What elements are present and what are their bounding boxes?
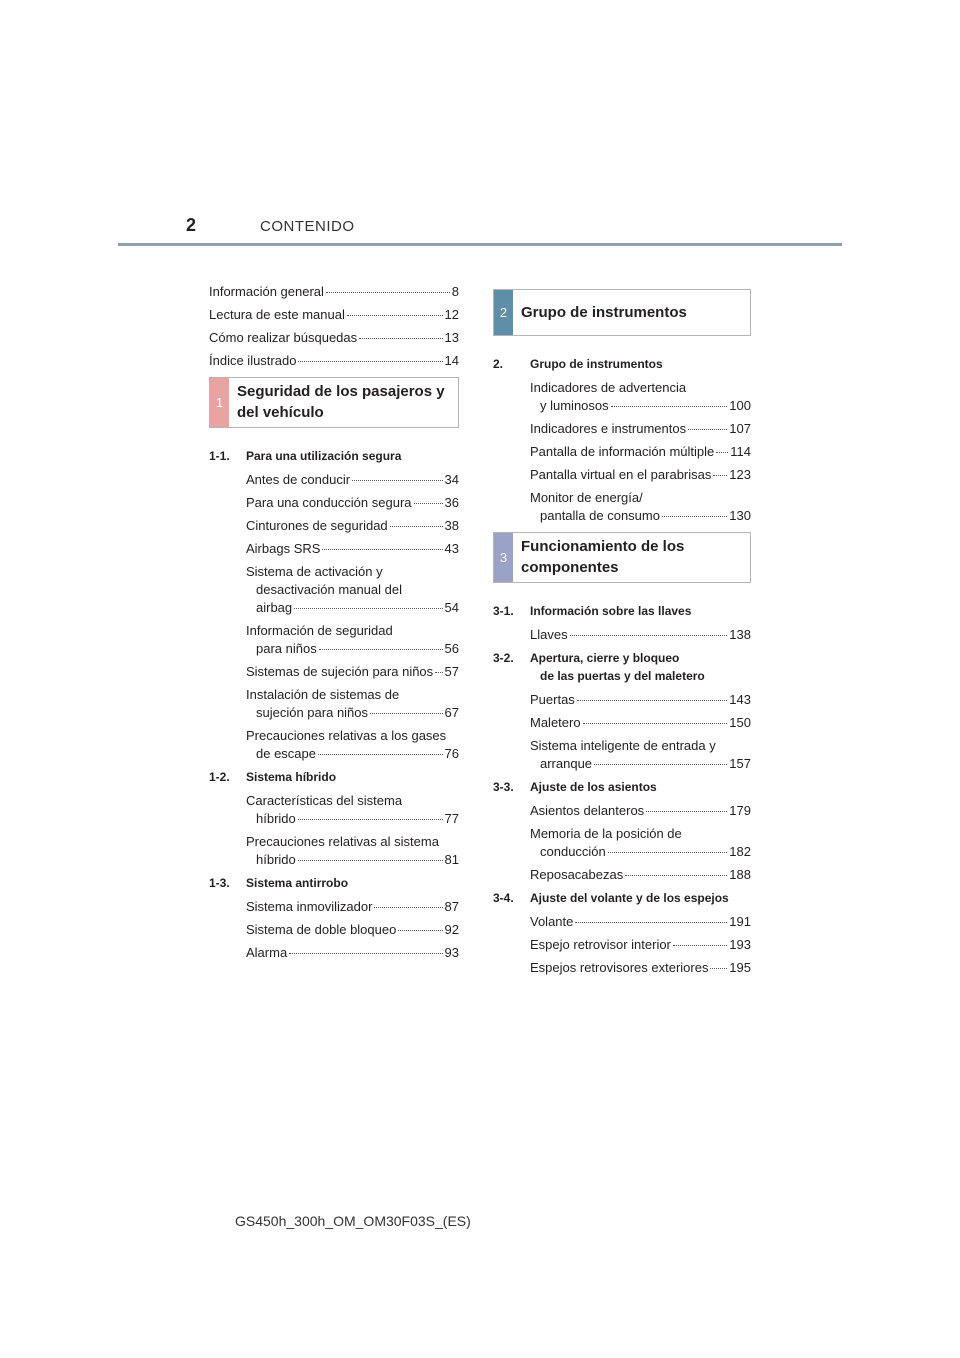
header-rule	[118, 243, 842, 246]
toc-entry[interactable]: Índice ilustrado 14	[209, 353, 459, 368]
toc-entry[interactable]: Alarma 93	[246, 945, 459, 960]
toc-entry[interactable]: Sistema de activación y desactivación manual del airbag 54	[246, 564, 459, 615]
toc-entry[interactable]: Asientos delanteros 179	[530, 803, 751, 818]
toc-entry[interactable]: Precauciones relativas a los gases de escape 76	[246, 728, 459, 761]
toc-right-column	[493, 289, 751, 982]
page-number: 2	[186, 215, 197, 235]
toc-entry[interactable]: Antes de conducir 34	[246, 472, 459, 487]
toc-entry[interactable]: Puertas 143	[530, 692, 751, 707]
toc-entry[interactable]: Características del sistema híbrido 77	[246, 793, 459, 826]
section-entries	[493, 913, 751, 977]
chapter-title: Funcionamiento de los componentes	[521, 538, 685, 576]
section-entries	[493, 379, 751, 525]
section-heading: 3-2. Apertura, cierre y bloqueo de las puertas y del maletero	[493, 651, 705, 683]
document-code: GS450h_300h_OM_OM30F03S_(ES)	[235, 1213, 471, 1229]
leader-dots	[347, 315, 443, 316]
leader-dots	[326, 292, 450, 293]
chapter-tab: 2	[494, 290, 513, 335]
section-heading: 1-1. Para una utilización segura	[209, 449, 402, 463]
toc-entry[interactable]: Airbags SRS 43	[246, 541, 459, 556]
section-entries	[209, 792, 459, 869]
toc-entry[interactable]: Maletero 150	[530, 715, 751, 730]
toc-entry[interactable]: Espejos retrovisores exteriores 195	[530, 960, 751, 975]
toc-entry[interactable]: Indicadores e instrumentos 107	[530, 421, 751, 436]
toc-entry[interactable]: Precauciones relativas al sistema híbrido 81	[246, 834, 459, 867]
toc-entry[interactable]: Volante 191	[530, 914, 751, 929]
section-heading: 3-1. Información sobre las llaves	[493, 604, 692, 618]
toc-entry[interactable]: Pantalla de información múltiple 114	[530, 444, 751, 459]
chapter-title: Grupo de instrumentos	[521, 304, 687, 321]
section-entries	[209, 898, 459, 962]
section-entries	[493, 626, 751, 644]
toc-left-column	[209, 283, 459, 967]
chapter-tab: 1	[210, 378, 229, 427]
section-heading: 3-3. Ajuste de los asientos	[493, 780, 657, 794]
leader-dots	[298, 361, 442, 362]
toc-entry[interactable]: Sistema de doble bloqueo 92	[246, 922, 459, 937]
toc-entry[interactable]: Para una conducción segura 36	[246, 495, 459, 510]
toc-entry[interactable]: Reposacabezas 188	[530, 867, 751, 882]
toc-entry[interactable]: Indicadores de advertencia y luminosos 100	[530, 380, 751, 413]
toc-entry[interactable]: Sistemas de sujeción para niños 57	[246, 664, 459, 679]
toc-entry[interactable]: Lectura de este manual 12	[209, 307, 459, 322]
toc-entry[interactable]: Pantalla virtual en el parabrisas 123	[530, 467, 751, 482]
page-header	[0, 0, 960, 250]
toc-entry[interactable]: Sistema inteligente de entrada y arranque 157	[530, 738, 751, 771]
toc-entry[interactable]: Memoria de la posición de conducción 182	[530, 826, 751, 859]
chapter-heading-1[interactable]	[209, 377, 459, 428]
chapter-tab: 3	[494, 533, 513, 582]
section-heading: 2. Grupo de instrumentos	[493, 357, 663, 371]
toc-entry[interactable]: Instalación de sistemas de sujeción para niños 67	[246, 687, 459, 720]
chapter-heading-2[interactable]	[493, 289, 751, 336]
toc-entry[interactable]: Monitor de energía/ pantalla de consumo 130	[530, 490, 751, 523]
section-entries	[493, 802, 751, 884]
section-title: CONTENIDO	[260, 218, 355, 235]
section-entries	[209, 471, 459, 763]
toc-entry[interactable]: Llaves 138	[530, 627, 751, 642]
toc-entry[interactable]: Sistema inmovilizador 87	[246, 899, 459, 914]
chapter-heading-3[interactable]	[493, 532, 751, 583]
chapter-title: Seguridad de los pasajeros y del vehículo	[237, 383, 445, 421]
intro-list	[209, 283, 459, 370]
toc-entry[interactable]: Espejo retrovisor interior 193	[530, 937, 751, 952]
toc-entry[interactable]: Cinturones de seguridad 38	[246, 518, 459, 533]
section-heading: 1-2. Sistema híbrido	[209, 770, 337, 784]
leader-dots	[359, 338, 442, 339]
section-heading: 1-3. Sistema antirrobo	[209, 876, 349, 890]
toc-entry[interactable]: Información de seguridad para niños 56	[246, 623, 459, 656]
section-entries	[493, 691, 751, 773]
toc-entry[interactable]: Cómo realizar búsquedas 13	[209, 330, 459, 345]
section-heading: 3-4. Ajuste del volante y de los espejos	[493, 891, 729, 905]
toc-entry[interactable]: Información general 8	[209, 284, 459, 299]
